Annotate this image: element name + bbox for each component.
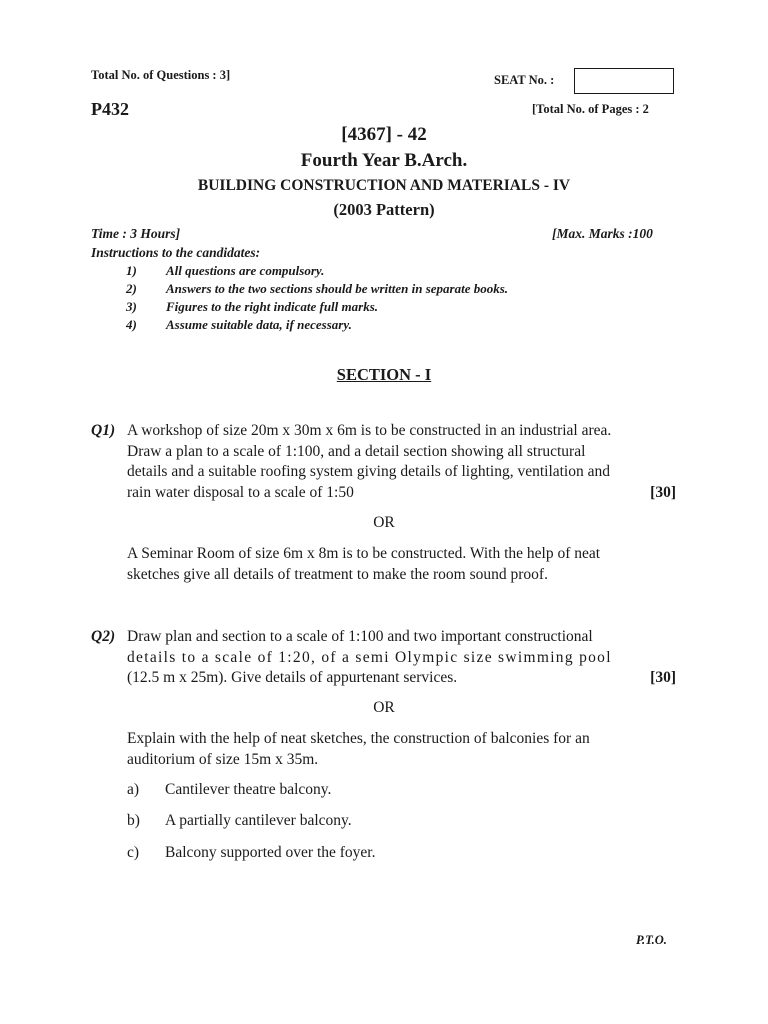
q1-marks: [30] (650, 483, 676, 501)
q2-option-b: b) A partially cantilever balcony. (127, 812, 352, 829)
seat-label: SEAT No. : (494, 73, 555, 87)
instruction-item: 3) Figures to the right indicate full marks. (126, 299, 379, 314)
paper-code: P432 (91, 99, 129, 119)
total-pages: [Total No. of Pages : 2 (532, 102, 649, 116)
subject-title: BUILDING CONSTRUCTION AND MATERIALS - IV (197, 177, 571, 194)
seat-number-box[interactable] (574, 68, 674, 94)
q2-alternative: Explain with the help of neat sketches, the construction of balconies for an auditorium of size 15m x 35m. (127, 730, 590, 768)
section-heading: SECTION - I (336, 365, 432, 384)
q1-text: A workshop of size 20m x 30m x 6m is to be constructed in an industrial area. Draw a plan to a scale of 1:100, and a detail section showing all structural details and a suitable roofing system giving details of lighting, ventilation and rain water disposal to a scale of 1:50 [30] (127, 421, 676, 503)
q1-label: Q1) (91, 422, 116, 439)
max-marks: [Max. Marks :100 (552, 226, 653, 241)
q1-or: OR (373, 514, 395, 531)
q2-marks: [30] (650, 669, 676, 686)
exam-code: [4367] - 42 (341, 124, 427, 145)
total-questions: Total No. of Questions : 3] (91, 68, 231, 82)
pto-note: P.T.O. (636, 933, 667, 947)
instruction-item: 2) Answers to the two sections should be written in separate books. (126, 281, 509, 296)
q2-label: Q2) (91, 628, 116, 645)
instructions-heading: Instructions to the candidates: (91, 245, 261, 260)
instruction-item: 1) All questions are compulsory. (126, 263, 325, 278)
q2-option-a: a) Cantilever theatre balcony. (127, 781, 332, 798)
instruction-item: 4) Assume suitable data, if necessary. (126, 317, 352, 332)
instructions-list (126, 263, 686, 335)
q2-option-c: c) Balcony supported over the foyer. (127, 844, 376, 861)
time-allowed: Time : 3 Hours] (91, 226, 181, 241)
q2-or: OR (373, 699, 395, 716)
q1-alternative: A Seminar Room of size 6m x 8m is to be constructed. With the help of neat sketches give all details of treatment to make the room sound proof. (127, 545, 601, 583)
course-year: Fourth Year B.Arch. (300, 150, 468, 171)
pattern: (2003 Pattern) (333, 200, 435, 219)
q2-text: Draw plan and section to a scale of 1:100 and two important constructional details to a scale of 1:20, of a semi Olympic size swimming pool (12.5 m x 25m). Give details of appurtenant services. [30] (127, 627, 676, 689)
